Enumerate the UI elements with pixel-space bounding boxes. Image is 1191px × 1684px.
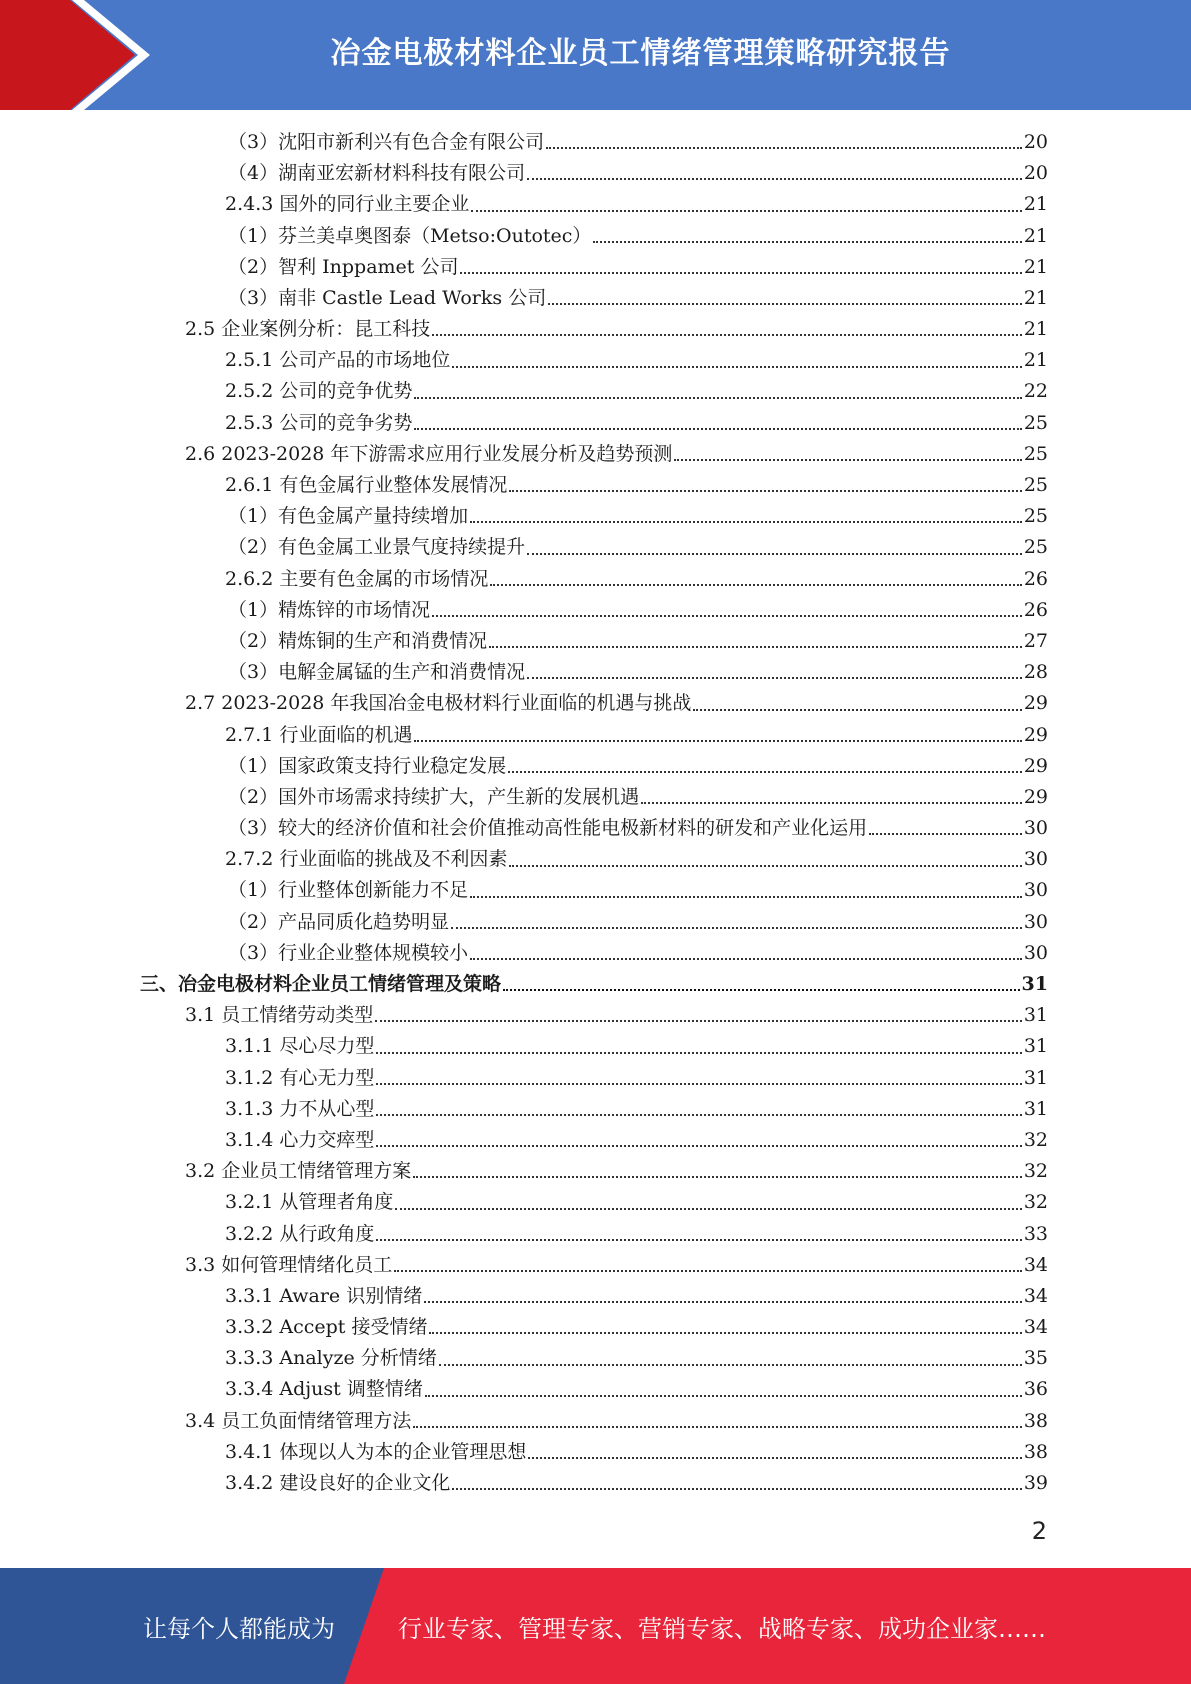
- toc-entry[interactable]: [140, 1187, 1048, 1218]
- toc-dot-leader: [490, 584, 1021, 586]
- toc-entry-page: 34: [1023, 1253, 1048, 1276]
- toc-entry-page: 21: [1023, 255, 1048, 278]
- toc-dot-leader: [452, 1488, 1021, 1490]
- toc-entry[interactable]: [140, 595, 1048, 626]
- toc-entry[interactable]: [140, 1343, 1048, 1374]
- toc-entry-title: （3）电解金属锰的生产和消费情况: [228, 661, 526, 684]
- toc-dot-leader: [395, 1208, 1021, 1210]
- toc-entry[interactable]: [140, 1312, 1048, 1343]
- toc-dot-leader: [546, 147, 1022, 149]
- toc-entry-page: 34: [1023, 1284, 1048, 1307]
- toc-entry[interactable]: [140, 564, 1048, 595]
- toc-entry[interactable]: [140, 408, 1048, 439]
- toc-entry[interactable]: [140, 470, 1048, 501]
- toc-entry-title: （3）南非 Castle Lead Works 公司: [228, 286, 547, 309]
- toc-entry[interactable]: [140, 1125, 1048, 1156]
- toc-entry-page: 22: [1023, 380, 1048, 403]
- toc-entry-title: 3.1 员工情绪劳动类型: [185, 1004, 374, 1027]
- toc-entry[interactable]: [140, 377, 1048, 408]
- toc-entry[interactable]: [140, 657, 1048, 688]
- toc-entry[interactable]: [140, 1437, 1048, 1468]
- toc-entry[interactable]: [140, 813, 1048, 844]
- toc-dot-leader: [528, 1457, 1021, 1459]
- toc-entry-page: 38: [1023, 1409, 1048, 1432]
- toc-entry-title: 3.4.1 体现以人为本的企业管理思想: [225, 1440, 527, 1463]
- toc-entry[interactable]: [140, 751, 1048, 782]
- toc-entry-title: 3.3 如何管理情绪化员工: [185, 1253, 393, 1276]
- toc-entry-page: 29: [1023, 692, 1048, 715]
- toc-entry-page: 20: [1023, 130, 1048, 153]
- toc-entry[interactable]: [140, 252, 1048, 283]
- toc-entry-title: （2）国外市场需求持续扩大，产生新的发展机遇: [228, 785, 640, 808]
- toc-dot-leader: [424, 1301, 1022, 1303]
- toc-dot-leader: [527, 677, 1022, 679]
- toc-entry-page: 36: [1023, 1378, 1048, 1401]
- toc-entry-title: （1）精炼锌的市场情况: [228, 598, 431, 621]
- toc-entry[interactable]: [140, 127, 1048, 158]
- toc-entry-page: 30: [1023, 941, 1048, 964]
- toc-entry-title: 3.1.2 有心无力型: [225, 1066, 375, 1089]
- toc-entry-title: 3.2.1 从管理者角度: [225, 1191, 394, 1214]
- toc-entry-page: 39: [1023, 1472, 1048, 1495]
- toc-entry-title: 2.7 2023-2028 年我国冶金电极材料行业面临的机遇与挑战: [185, 692, 692, 715]
- toc-entry-page: 30: [1023, 848, 1048, 871]
- toc-entry[interactable]: [140, 720, 1048, 751]
- toc-entry-page: 21: [1023, 193, 1048, 216]
- toc-entry[interactable]: [140, 1219, 1048, 1250]
- toc-dot-leader: [470, 896, 1022, 898]
- page-number: 2: [1031, 1517, 1047, 1545]
- toc-entry-page: 25: [1023, 505, 1048, 528]
- toc-entry[interactable]: [140, 1094, 1048, 1125]
- toc-dot-leader: [429, 1332, 1021, 1334]
- toc-dot-leader: [425, 1395, 1022, 1397]
- toc-entry-title: 3.2.2 从行政角度: [225, 1222, 375, 1245]
- toc-entry[interactable]: [140, 1375, 1048, 1406]
- toc-entry[interactable]: [140, 1468, 1048, 1499]
- toc-entry-page: 21: [1023, 318, 1048, 341]
- toc-entry[interactable]: [140, 938, 1048, 969]
- toc-entry[interactable]: [140, 1156, 1048, 1187]
- toc-entry[interactable]: [140, 221, 1048, 252]
- toc-entry[interactable]: [140, 1000, 1048, 1031]
- toc-entry-title: 2.4.3 国外的同行业主要企业: [225, 193, 470, 216]
- toc-dot-leader: [509, 865, 1021, 867]
- toc-dot-leader: [376, 1052, 1021, 1054]
- toc-entry[interactable]: [140, 1031, 1048, 1062]
- toc-dot-leader: [527, 178, 1022, 180]
- toc-entry-title: 3.3.4 Adjust 调整情绪: [225, 1378, 423, 1401]
- toc-dot-leader: [414, 397, 1021, 399]
- toc-dot-leader: [509, 490, 1021, 492]
- toc-entry-title: （2）智利 Inppamet 公司: [228, 255, 459, 278]
- toc-dot-leader: [394, 1270, 1022, 1272]
- toc-entry[interactable]: [140, 844, 1048, 875]
- toc-entry-title: （2）有色金属工业景气度持续提升: [228, 536, 526, 559]
- toc-entry-page: 26: [1023, 567, 1048, 590]
- toc-entry-title: 2.6.1 有色金属行业整体发展情况: [225, 474, 508, 497]
- toc-entry-page: 38: [1023, 1440, 1048, 1463]
- footer-slogan-right: 行业专家、管理专家、营销专家、战略专家、成功企业家……: [398, 1614, 1046, 1643]
- toc-entry[interactable]: [140, 532, 1048, 563]
- toc-entry-page: 28: [1023, 661, 1048, 684]
- toc-entry-page: 21: [1023, 224, 1048, 247]
- toc-entry-title: 2.6 2023-2028 年下游需求应用行业发展分析及趋势预测: [185, 442, 673, 465]
- toc-entry-page: 32: [1023, 1160, 1048, 1183]
- toc-entry-page: 31: [1023, 1097, 1048, 1120]
- toc-entry-title: （3）沈阳市新利兴有色合金有限公司: [228, 130, 545, 153]
- toc-dot-leader: [432, 615, 1022, 617]
- toc-entry-title: （3）行业企业整体规模较小: [228, 941, 469, 964]
- toc-dot-leader: [508, 771, 1022, 773]
- toc-dot-leader: [471, 210, 1021, 212]
- toc-entry-page: 29: [1023, 754, 1048, 777]
- toc-entry[interactable]: [140, 907, 1048, 938]
- toc-entry[interactable]: [140, 1406, 1048, 1437]
- toc-entry-page: 27: [1023, 629, 1048, 652]
- toc-dot-leader: [460, 272, 1021, 274]
- toc-entry-title: 2.5 企业案例分析：昆工科技: [185, 318, 431, 341]
- toc-entry[interactable]: [140, 876, 1048, 907]
- toc-entry-title: 2.7.1 行业面临的机遇: [225, 723, 413, 746]
- toc-entry-page: 29: [1023, 723, 1048, 746]
- toc-entry-page: 21: [1023, 286, 1048, 309]
- toc-entry-page: 30: [1023, 910, 1048, 933]
- toc-entry-title: 3.1.1 尽心尽力型: [225, 1035, 375, 1058]
- report-title: 冶金电极材料企业员工情绪管理策略研究报告: [330, 36, 951, 71]
- toc-entry-title: 3.1.3 力不从心型: [225, 1097, 375, 1120]
- toc-dot-leader: [470, 521, 1022, 523]
- toc-entry[interactable]: [140, 189, 1048, 220]
- toc-dot-leader: [376, 1145, 1021, 1147]
- toc-entry-page: 29: [1023, 785, 1048, 808]
- toc-entry[interactable]: [140, 439, 1048, 470]
- footer-slogan-left: 让每个人都能成为: [143, 1614, 335, 1643]
- toc-entry-page: 33: [1023, 1222, 1048, 1245]
- toc-dot-leader: [414, 428, 1021, 430]
- table-of-contents: [140, 127, 1048, 1499]
- toc-entry-title: 3.1.4 心力交瘁型: [225, 1128, 375, 1151]
- toc-entry-title: 2.6.2 主要有色金属的市场情况: [225, 567, 489, 590]
- toc-dot-leader: [527, 553, 1022, 555]
- toc-entry-title: （1）有色金属产量持续增加: [228, 505, 469, 528]
- toc-entry-title: （1）国家政策支持行业稳定发展: [228, 754, 507, 777]
- toc-entry[interactable]: [140, 314, 1048, 345]
- toc-entry-page: 32: [1023, 1191, 1048, 1214]
- toc-dot-leader: [548, 303, 1022, 305]
- toc-entry[interactable]: [140, 688, 1048, 719]
- toc-dot-leader: [376, 1239, 1021, 1241]
- toc-entry-page: 31: [1021, 973, 1048, 996]
- toc-entry-title: 2.5.1 公司产品的市场地位: [225, 349, 451, 372]
- toc-entry-page: 30: [1023, 879, 1048, 902]
- toc-dot-leader: [439, 1364, 1022, 1366]
- toc-dot-leader: [503, 989, 1020, 991]
- toc-entry-title: （1）芬兰美卓奥图泰（Metso:Outotec）: [228, 224, 592, 247]
- toc-dot-leader: [414, 740, 1021, 742]
- toc-entry-page: 35: [1023, 1347, 1048, 1370]
- toc-dot-leader: [489, 646, 1022, 648]
- toc-dot-leader: [376, 1114, 1021, 1116]
- toc-entry-title: 2.5.3 公司的竞争劣势: [225, 411, 413, 434]
- toc-entry-title: （1）行业整体创新能力不足: [228, 879, 469, 902]
- toc-entry[interactable]: [140, 1063, 1048, 1094]
- toc-entry-page: 25: [1023, 411, 1048, 434]
- toc-entry-title: （4）湖南亚宏新材料科技有限公司: [228, 162, 526, 185]
- toc-entry[interactable]: [140, 501, 1048, 532]
- toc-dot-leader: [641, 802, 1022, 804]
- toc-dot-leader: [413, 1176, 1022, 1178]
- toc-dot-leader: [451, 927, 1022, 929]
- toc-entry[interactable]: [140, 345, 1048, 376]
- toc-dot-leader: [470, 958, 1022, 960]
- toc-entry-page: 26: [1023, 598, 1048, 621]
- toc-entry-title: 3.3.3 Analyze 分析情绪: [225, 1347, 437, 1370]
- toc-entry-title: （2）产品同质化趋势明显: [228, 910, 450, 933]
- toc-entry[interactable]: [140, 626, 1048, 657]
- toc-entry[interactable]: [140, 283, 1048, 314]
- toc-entry[interactable]: [140, 1281, 1048, 1312]
- toc-entry-page: 32: [1023, 1128, 1048, 1151]
- toc-entry-title: 2.5.2 公司的竞争优势: [225, 380, 413, 403]
- toc-entry-title: 2.7.2 行业面临的挑战及不利因素: [225, 848, 508, 871]
- toc-dot-leader: [693, 709, 1021, 711]
- toc-dot-leader: [432, 334, 1022, 336]
- toc-entry-page: 34: [1023, 1316, 1048, 1339]
- toc-dot-leader: [593, 241, 1021, 243]
- toc-entry-title: 3.4.2 建设良好的企业文化: [225, 1472, 451, 1495]
- toc-entry-title: 3.3.2 Accept 接受情绪: [225, 1316, 428, 1339]
- toc-dot-leader: [674, 459, 1021, 461]
- toc-entry-page: 20: [1023, 162, 1048, 185]
- toc-entry-title: 3.2 企业员工情绪管理方案: [185, 1160, 412, 1183]
- toc-entry-title: 三、冶金电极材料企业员工情绪管理及策略: [140, 973, 502, 996]
- toc-entry-page: 31: [1023, 1066, 1048, 1089]
- toc-entry-title: 3.4 员工负面情绪管理方法: [185, 1409, 412, 1432]
- toc-entry-page: 25: [1023, 474, 1048, 497]
- toc-entry-page: 25: [1023, 442, 1048, 465]
- toc-entry[interactable]: [140, 1250, 1048, 1281]
- toc-entry-title: （3）较大的经济价值和社会价值推动高性能电极新材料的研发和产业化运用: [228, 817, 868, 840]
- toc-entry-page: 31: [1023, 1035, 1048, 1058]
- toc-entry-page: 21: [1023, 349, 1048, 372]
- page-header: [0, 0, 1191, 110]
- toc-entry-title: 3.3.1 Aware 识别情绪: [225, 1284, 423, 1307]
- toc-entry-page: 25: [1023, 536, 1048, 559]
- toc-dot-leader: [376, 1083, 1021, 1085]
- toc-dot-leader: [375, 1020, 1022, 1022]
- toc-entry[interactable]: [140, 782, 1048, 813]
- toc-dot-leader: [413, 1426, 1022, 1428]
- toc-entry-title: （2）精炼铜的生产和消费情况: [228, 629, 488, 652]
- toc-entry[interactable]: [140, 158, 1048, 189]
- page-footer: [0, 1568, 1191, 1684]
- toc-entry-page: 31: [1023, 1004, 1048, 1027]
- toc-entry[interactable]: [140, 969, 1048, 1000]
- toc-dot-leader: [869, 833, 1022, 835]
- toc-dot-leader: [452, 366, 1021, 368]
- toc-entry-page: 30: [1023, 817, 1048, 840]
- header-chevron-icon: [0, 0, 160, 110]
